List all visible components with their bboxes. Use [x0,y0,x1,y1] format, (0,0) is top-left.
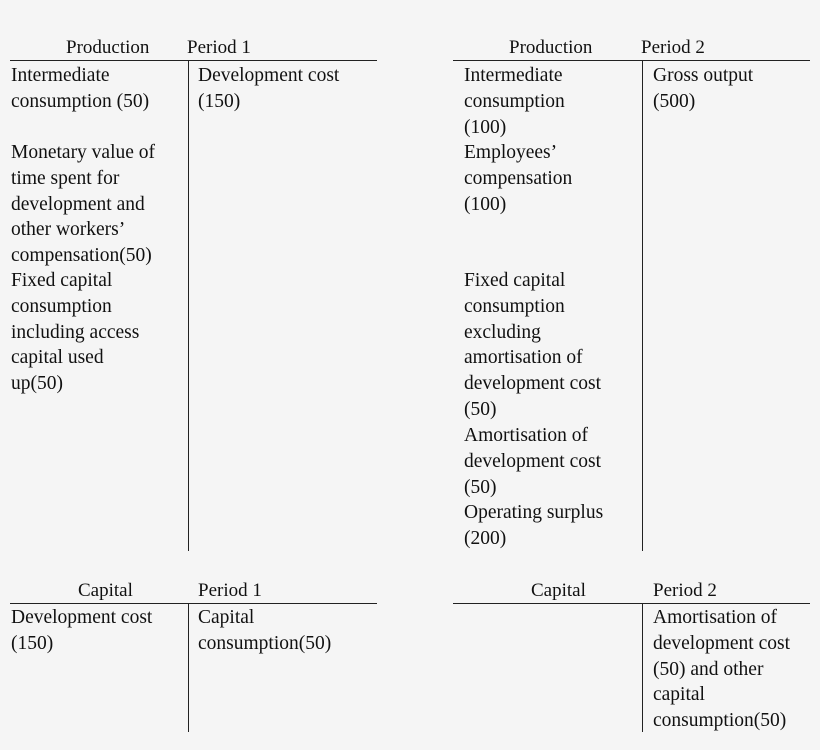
account-divider [188,604,189,732]
account-top-rule [10,603,377,604]
debit-item-development-cost: Development cost (150) [11,607,153,654]
account-period: Period 1 [187,37,251,58]
credit-item-amortisation-and-other: Amortisation of development cost (50) and other capital consumption(50) [653,607,791,732]
account-divider [188,61,189,551]
account-title: Production [509,37,593,58]
credit-item-development-cost: Development cost (150) [198,65,340,112]
credit-item-capital-consumption: Capital consumption(50) [198,607,332,654]
debit-item-intermediate-consumption: Intermediate consumption (100) [464,65,565,138]
account-divider [642,61,643,551]
debit-item-employees-compensation: Employees’ compensation (100) [464,142,573,215]
account-period: Period 2 [653,580,717,601]
debit-item-amortisation: Amortisation of development cost (50) [464,425,602,498]
account-period: Period 1 [198,580,262,601]
debit-item-fixed-capital-consumption: Fixed capital consumption including access capital used up(50) [11,270,140,395]
account-title: Capital [531,580,586,601]
debit-item-intermediate-consumption: Intermediate consumption (50) [11,65,150,112]
debit-item-operating-surplus: Operating surplus (200) [464,502,604,549]
account-top-rule [453,603,810,604]
account-period: Period 2 [641,37,705,58]
debit-item-fixed-capital-consumption: Fixed capital consumption excluding amortisation of development cost (50) [464,270,602,420]
account-divider [642,604,643,732]
account-title: Production [66,37,150,58]
credit-item-gross-output: Gross output (500) [653,65,754,112]
account-top-rule [453,60,810,61]
account-top-rule [10,60,377,61]
debit-item-monetary-value-of-time: Monetary value of time spent for development and other workers’ compensation(50) [11,142,156,267]
account-title: Capital [78,580,133,601]
